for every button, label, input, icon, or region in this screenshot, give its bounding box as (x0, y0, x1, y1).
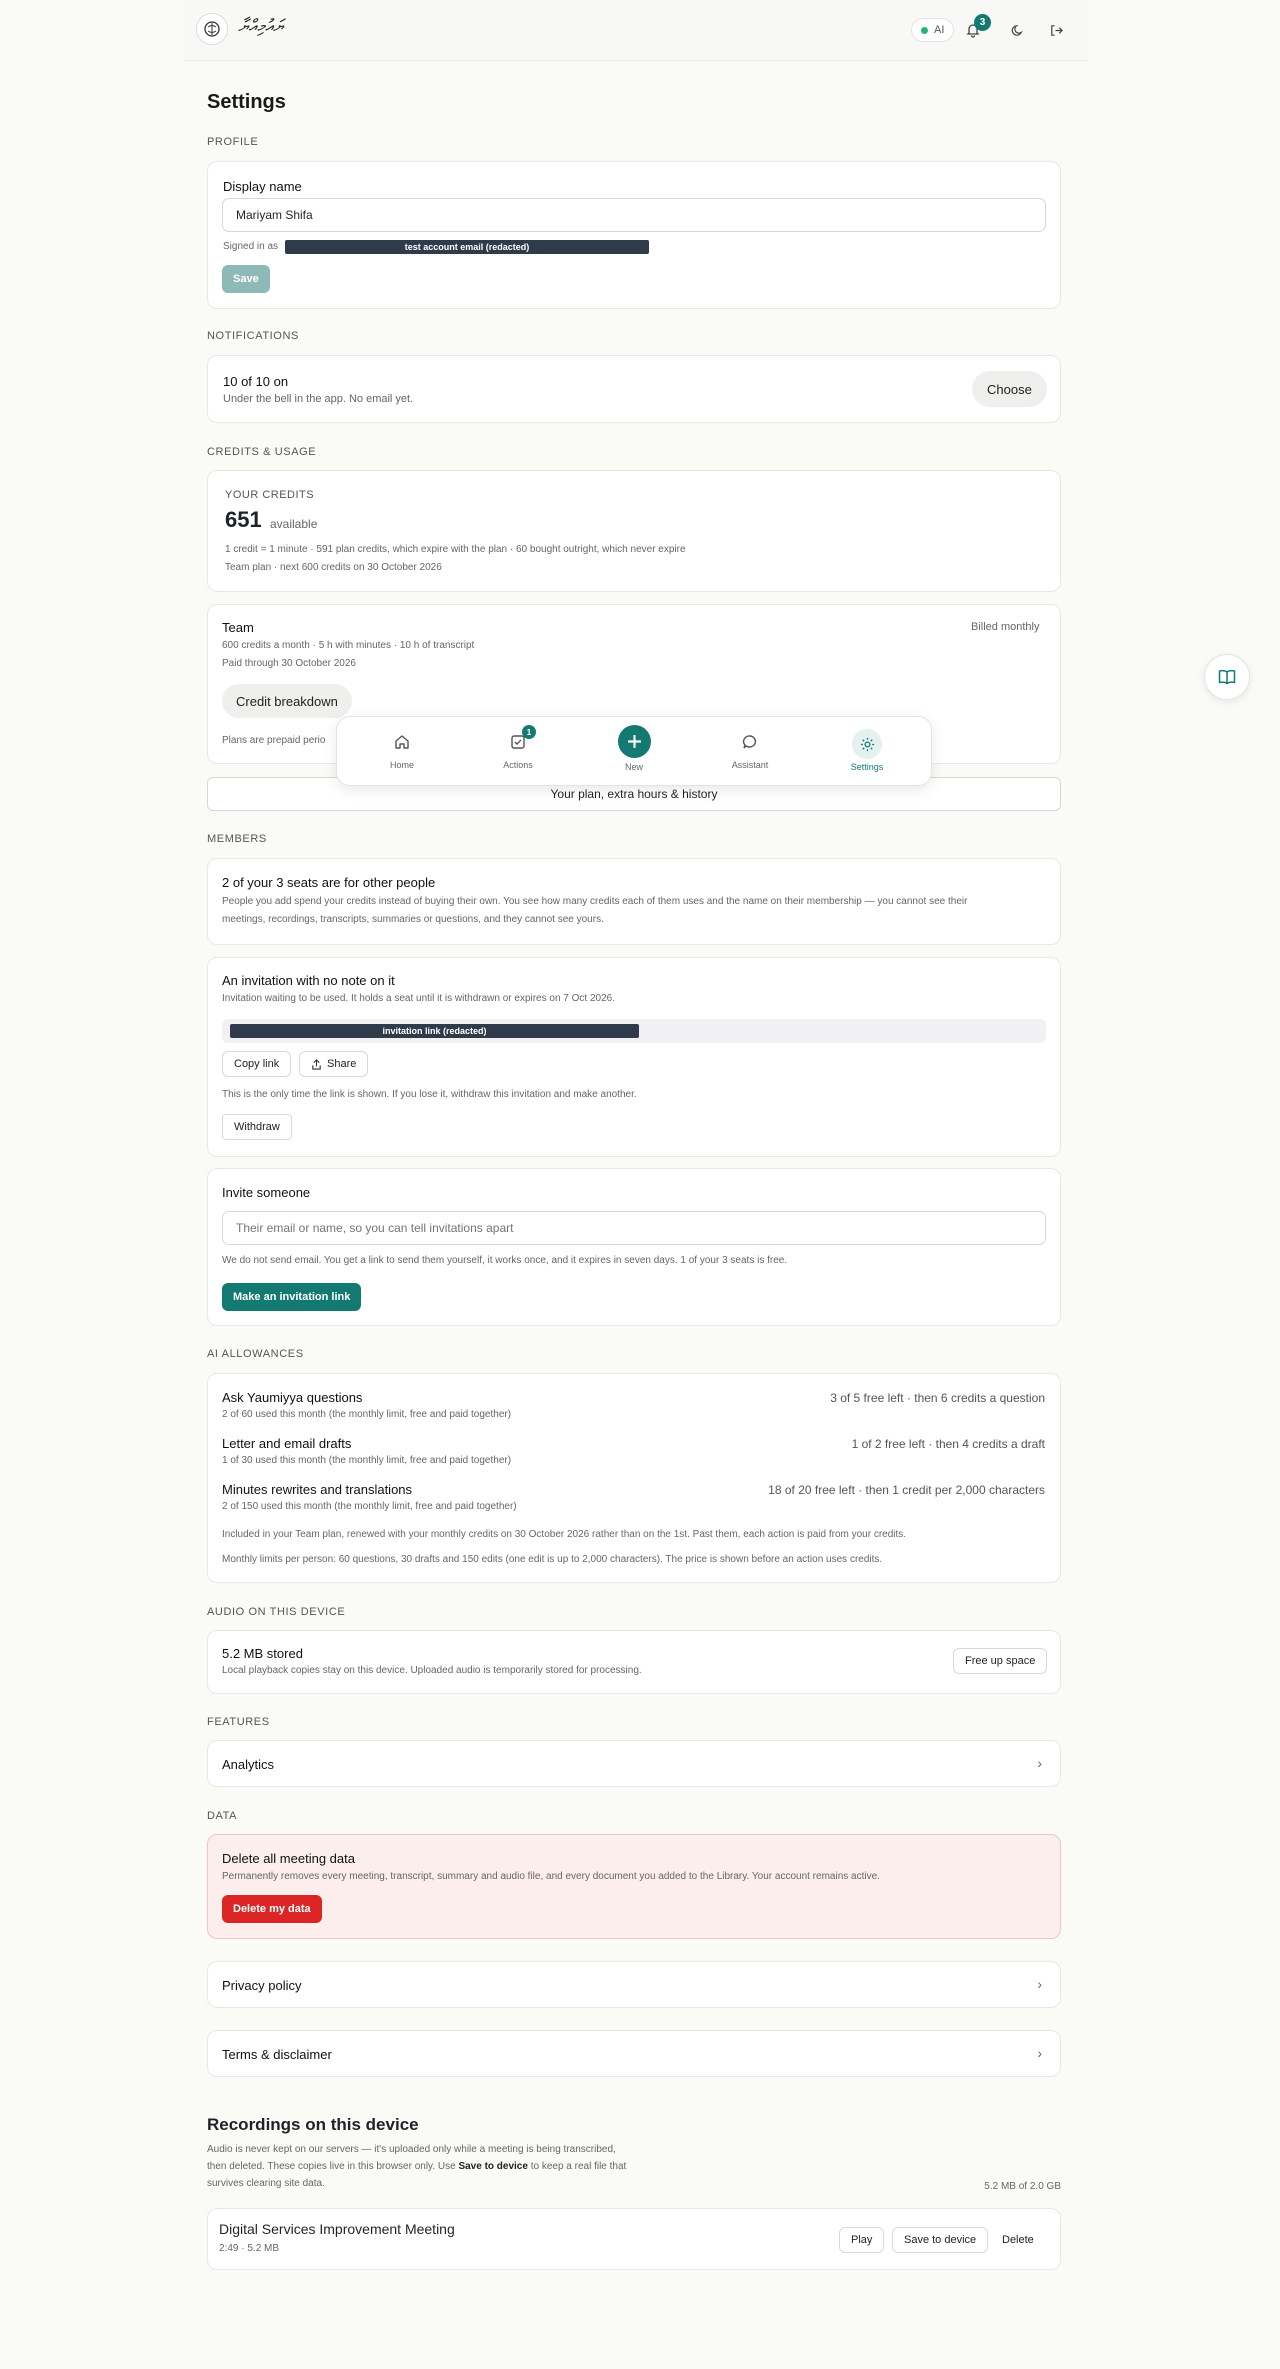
prepaid-note: Plans are prepaid perio (222, 735, 326, 746)
ai-row-2-name: Minutes rewrites and translations (222, 1482, 413, 1497)
signed-in-label: Signed in as (223, 241, 279, 252)
notifications-sub: Under the bell in the app. No email yet. (223, 393, 414, 405)
audio-card (207, 1630, 1061, 1694)
ai-row-0-used: 2 of 60 used this month (the monthly limit, free and paid together) (222, 1409, 512, 1420)
privacy-policy-label: Privacy policy (222, 1978, 302, 1993)
nav-home[interactable] (367, 729, 437, 770)
library-button[interactable] (1204, 654, 1250, 700)
ai-row-2-used: 2 of 150 used this month (the monthly limit, free and paid together) (222, 1501, 517, 1512)
make-invitation-button[interactable]: Make an invitation link (222, 1283, 361, 1311)
section-features: FEATURES (207, 1716, 270, 1728)
delete-recording-button[interactable]: Delete (990, 2227, 1046, 2253)
section-profile: PROFILE (207, 136, 259, 148)
audio-stored: 5.2 MB stored (222, 1646, 303, 1661)
storage-usage: 5.2 MB of 2.0 GB (984, 2181, 1061, 2192)
notification-badge: 3 (974, 14, 991, 31)
seats-title: 2 of your 3 seats are for other people (222, 875, 436, 890)
gear-icon (852, 729, 882, 759)
nav-settings[interactable] (832, 729, 902, 772)
display-name-input[interactable]: Mariyam Shifa (222, 198, 1046, 232)
book-open-icon (1217, 667, 1237, 687)
recording-item (207, 2208, 1061, 2270)
analytics-row[interactable] (207, 1740, 1061, 1787)
share-icon (311, 1059, 322, 1070)
bottom-nav (336, 716, 932, 786)
credit-breakdown-button[interactable]: Credit breakdown (222, 684, 352, 718)
invite-someone-title: Invite someone (222, 1185, 311, 1200)
plan-history-button[interactable]: Your plan, extra hours & history (207, 777, 1061, 811)
brain-icon (202, 19, 222, 39)
credits-line-1: 1 credit = 1 minute · 591 plan credits, which expire with the plan · 60 bought outright, which never expire (225, 544, 686, 555)
section-audio: AUDIO ON THIS DEVICE (207, 1606, 346, 1618)
section-credits: CREDITS & USAGE (207, 446, 317, 458)
logout-icon (1049, 23, 1064, 38)
profile-card (207, 161, 1061, 309)
section-data: DATA (207, 1810, 238, 1822)
terms-label: Terms & disclaimer (222, 2047, 332, 2062)
recordings-title: Recordings on this device (207, 2115, 419, 2134)
chevron-right-icon: › (1037, 2045, 1042, 2061)
plan-name: Team (222, 620, 254, 635)
save-to-device-button[interactable]: Save to device (892, 2227, 988, 2253)
invitation-card (207, 957, 1061, 1157)
recording-title: Digital Services Improvement Meeting (219, 2221, 455, 2237)
free-up-space-button[interactable]: Free up space (953, 1648, 1047, 1674)
withdraw-button[interactable]: Withdraw (222, 1114, 292, 1140)
top-bar (184, 0, 1088, 61)
nav-actions[interactable] (483, 729, 553, 770)
ai-status-dot (921, 27, 928, 34)
nav-new-label: New (624, 762, 643, 772)
app-title: ޔައުމިއްޔާ (238, 16, 284, 37)
your-credits-card (207, 470, 1061, 592)
nav-new[interactable] (599, 725, 669, 772)
email-redacted: test account email (redacted) (285, 240, 649, 254)
chat-icon (737, 729, 763, 755)
play-button[interactable]: Play (839, 2227, 884, 2253)
delete-data-card (207, 1834, 1061, 1939)
section-members: MEMBERS (207, 833, 267, 845)
home-icon (389, 729, 415, 755)
display-name-label: Display name (223, 179, 302, 194)
nav-assistant[interactable] (715, 729, 785, 770)
plus-icon (618, 725, 651, 758)
delete-data-title: Delete all meeting data (222, 1851, 355, 1866)
ai-allowances-card (207, 1373, 1061, 1583)
section-notifications: NOTIFICATIONS (207, 330, 299, 342)
nav-assistant-label: Assistant (731, 760, 769, 770)
delete-data-desc: Permanently removes every meeting, transcript, summary and audio file, and every document you added to the Library. Your account remains active. (222, 1871, 880, 1882)
ai-row-2-right: 18 of 20 free left · then 1 credit per 2,000 characters (768, 1483, 1045, 1497)
ai-status-pill[interactable] (911, 18, 954, 42)
save-button[interactable]: Save (222, 265, 270, 293)
plan-line-2: Paid through 30 October 2026 (222, 658, 356, 669)
terms-row[interactable] (207, 2030, 1061, 2077)
ai-row-1-used: 1 of 30 used this month (the monthly limit, free and paid together) (222, 1455, 512, 1466)
audio-desc: Local playback copies stay on this device. Uploaded audio is temporarily stored for processing. (222, 1665, 642, 1676)
share-label: Share (327, 1058, 357, 1070)
invitation-link-redacted: invitation link (redacted) (230, 1024, 639, 1038)
section-ai: AI ALLOWANCES (207, 1348, 304, 1360)
privacy-policy-row[interactable] (207, 1961, 1061, 2008)
recordings-desc-2: then deleted. These copies live in this browser only. Use Save to device to keep a real file that (207, 2161, 627, 2172)
invite-input[interactable] (222, 1211, 1046, 1245)
billing-cycle: Billed monthly (971, 621, 1040, 633)
invite-note: We do not send email. You get a link to send them yourself, it works once, and it expires in seven days. 1 of your 3 seats is free. (222, 1255, 788, 1266)
only-time-note: This is the only time the link is shown. If you lose it, withdraw this invitation and make another. (222, 1089, 637, 1100)
ai-note-2: Monthly limits per person: 60 questions, 30 drafts and 150 edits (one edit is up to 2,000 characters). The price is shown before an action uses credits. (222, 1554, 883, 1565)
ai-row-1-right: 1 of 2 free left · then 4 credits a draft (851, 1437, 1045, 1451)
recordings-desc-3: survives clearing site data. (207, 2178, 325, 2189)
invitation-title: An invitation with no note on it (222, 973, 395, 988)
chevron-right-icon: › (1037, 1976, 1042, 1992)
nav-actions-label: Actions (503, 760, 533, 770)
credits-line-2: Team plan · next 600 credits on 30 October 2026 (225, 562, 442, 573)
delete-data-button[interactable]: Delete my data (222, 1895, 322, 1923)
plan-line-1: 600 credits a month · 5 h with minutes · 10 h of transcript (222, 640, 475, 651)
invitation-desc: Invitation waiting to be used. It holds a seat until it is withdrawn or expires on 7 Oct 2026. (222, 993, 615, 1004)
choose-button[interactable]: Choose (972, 371, 1047, 407)
notifications-card (207, 355, 1061, 423)
ai-label: AI (934, 24, 945, 36)
invite-card (207, 1168, 1061, 1326)
nav-settings-label: Settings (850, 762, 884, 772)
theme-toggle-button[interactable] (1003, 16, 1031, 44)
logout-button[interactable] (1042, 16, 1070, 44)
actions-badge: 1 (522, 725, 536, 739)
nav-home-label: Home (389, 760, 414, 770)
copy-link-button[interactable]: Copy link (222, 1051, 291, 1077)
checkbox-icon (505, 729, 531, 755)
recordings-desc-1: Audio is never kept on our servers — it's uploaded only while a meeting is being transcribed, (207, 2144, 616, 2155)
your-credits-label: YOUR CREDITS (225, 489, 315, 501)
ai-note-1: Included in your Team plan, renewed with your monthly credits on 30 October 2026 rather than on the 1st. Past them, each action is paid from your credits. (222, 1529, 907, 1540)
recording-meta: 2:49 · 5.2 MB (219, 2243, 280, 2254)
chevron-right-icon: › (1037, 1755, 1042, 1771)
ai-row-1-name: Letter and email drafts (222, 1436, 352, 1451)
seats-card (207, 858, 1061, 945)
credits-amount: 651 (225, 507, 262, 532)
page-title: Settings (207, 91, 286, 113)
moon-icon (1010, 23, 1025, 38)
seats-desc-1: People you add spend your credits instead of buying their own. You see how many credits each of them uses and the name on their membership — you cannot see their (222, 896, 968, 907)
share-button[interactable] (299, 1051, 368, 1077)
app-logo[interactable] (196, 13, 228, 45)
ai-row-0-right: 3 of 5 free left · then 6 credits a question (830, 1391, 1045, 1405)
analytics-label: Analytics (222, 1757, 275, 1772)
credits-available-label: available (270, 517, 318, 531)
ai-row-0-name: Ask Yaumiyya questions (222, 1390, 363, 1405)
seats-desc-2: meetings, recordings, transcripts, summaries or questions, and they cannot see yours. (222, 914, 604, 925)
notifications-status: 10 of 10 on (223, 374, 289, 389)
